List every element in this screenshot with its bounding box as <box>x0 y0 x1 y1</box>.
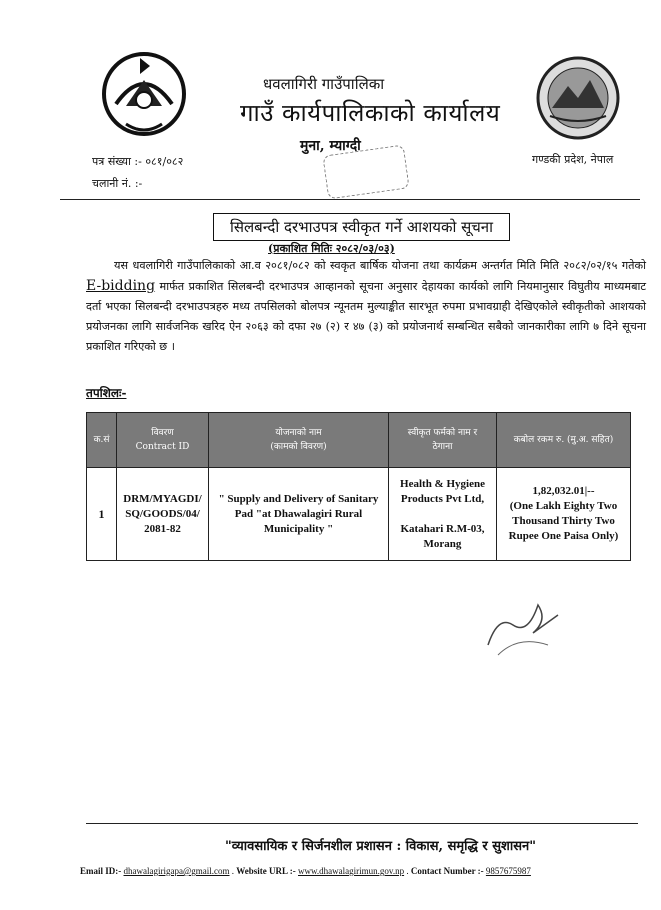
contact-number[interactable]: 9857675987 <box>485 866 531 876</box>
dispatch-number: चलानी नं. :- <box>92 177 143 190</box>
col-header-amount: कबोल रकम रु. (मु.अ. सहित) <box>497 413 631 468</box>
province-label: गण्डकी प्रदेश, नेपाल <box>532 153 614 166</box>
office-name: गाउँ कार्यपालिकाको कार्यालय <box>240 99 501 127</box>
table-header-row <box>87 413 631 468</box>
col-header-contract: विवरण Contract ID <box>117 413 209 468</box>
details-label: तपशिलः- <box>86 386 127 400</box>
award-table <box>86 412 631 561</box>
footer-divider <box>86 823 638 824</box>
col-header-sn: क.सं <box>87 413 117 468</box>
cell-sn: 1 <box>87 468 117 561</box>
government-emblem-icon <box>96 44 192 140</box>
published-date: (प्रकाशित मितिः २०८२/०३/०३) <box>268 242 395 255</box>
table-row <box>87 468 631 561</box>
email-link[interactable]: dhawalagirigapa@gmail.com <box>123 866 230 876</box>
signature-icon <box>478 585 588 665</box>
province-emblem-icon <box>530 50 626 146</box>
ebidding-text: E-bidding <box>86 278 156 294</box>
cell-contract-id: DRM/MYAGDI/ SQ/GOODS/04/ 2081-82 <box>117 468 209 561</box>
cell-work: " Supply and Delivery of Sanitary Pad "at Dhawalagiri Rural Municipality " <box>209 468 389 561</box>
col-header-work: योजनाको नाम (कामको विवरण) <box>209 413 389 468</box>
notice-paragraph <box>86 256 646 357</box>
notice-title: सिलबन्दी दरभाउपत्र स्वीकृत गर्ने आशयको सूचना <box>213 213 510 241</box>
email-label: Email ID:- <box>80 866 122 876</box>
letter-number: पत्र संख्या :- ०८१/०८२ <box>92 155 184 168</box>
website-link[interactable]: www.dhawalagirimun.gov.np <box>298 866 405 876</box>
website-label: Website URL :- <box>236 866 296 876</box>
header-divider <box>60 199 640 200</box>
para-part-1: यस धवलागिरी गाउँपालिकाको आ.व २०८१/०८२ को स्वकृत बार्षिक योजना तथा कार्यक्रम अन्तर्गत मिति मिति २०८२/०२/१५ गतेको <box>114 259 646 272</box>
col-header-firm: स्वीकृत फर्मको नाम र ठेगाना <box>389 413 497 468</box>
contact-label: Contact Number :- <box>410 866 484 876</box>
contact-line: Email ID:- dhawalagirigapa@gmail.com . Website URL :- www.dhawalagirimun.gov.np . Contact Number :- 9857675987 <box>80 866 531 876</box>
cell-firm: Health & Hygiene Products Pvt Ltd, Katahari R.M-03, Morang <box>389 468 497 561</box>
municipality-name: धवलागिरी गाउँपालिका <box>263 75 385 93</box>
motto: "व्यावसायिक र सिर्जनशील प्रशासन : विकास, समृद्धि र सुशासन" <box>225 839 537 854</box>
office-location: मुना, म्याग्दी <box>300 138 361 154</box>
para-part-2: मार्फत प्रकाशित सिलबन्दी दरभाउपत्र आव्हानको सूचना अनुसार देहायका कार्यको लागि नियमानुसार विघुतीय माध्यमबाट दर्ता भएका सिलबन्दी दरभाउपत्रहरु मध्य तपसिलको बोलपत्र न्यूनतम मुल्याङ्कीत सारभूत रुपमा प्रभावग्राही देखिएकोले स्वीकृतीको आशयको प्रयोजनका लागि सार्वजनिक खरिद ऐन २०६३ को दफा २७ (२) र ४७ (३) को प्रयोजनार्थ सम्बन्धित सबैको जानकारीका लागि ७ दिने सूचना प्रकाशित गरिएको छ । <box>86 280 646 353</box>
cell-amount: 1,82,032.01|-- (One Lakh Eighty Two Thousand Thirty Two Rupee One Paisa Only) <box>497 468 631 561</box>
